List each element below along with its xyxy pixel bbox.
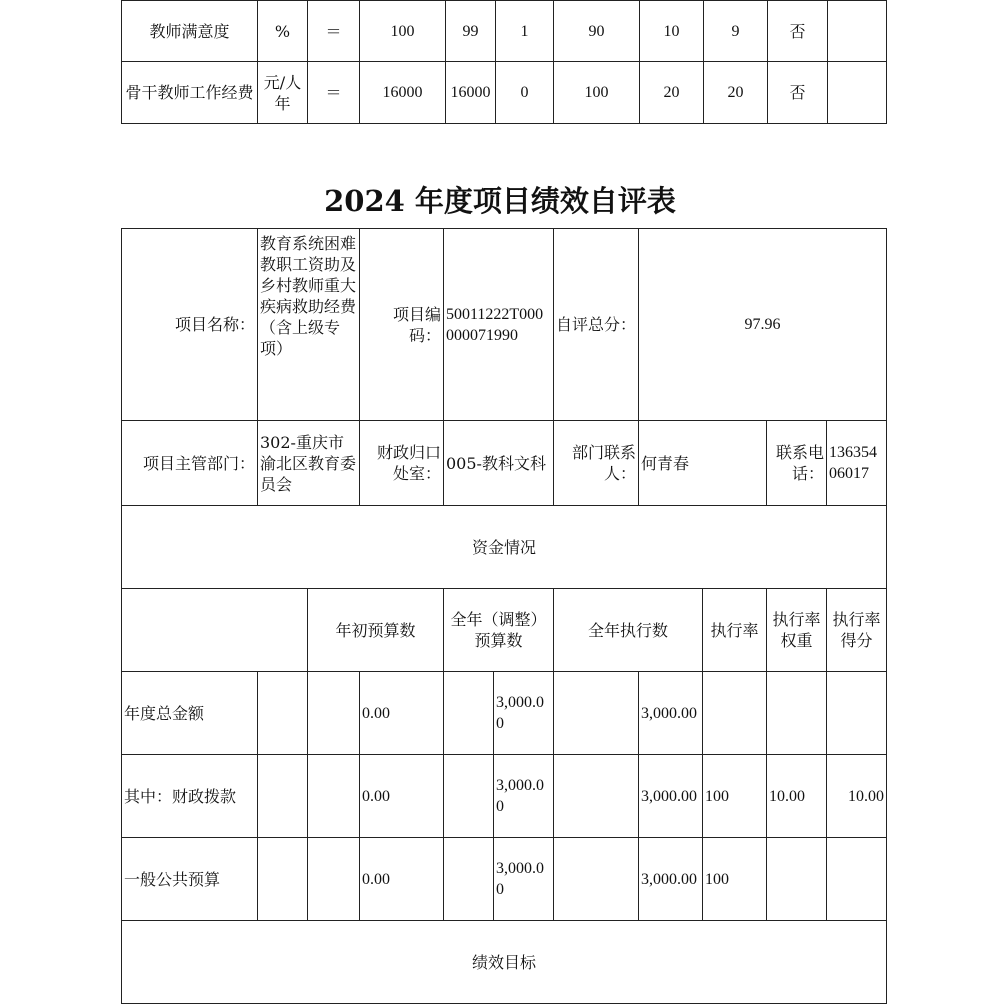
blank-cell: [444, 755, 494, 838]
indicator-rate: 100: [554, 62, 640, 124]
blank-cell: [258, 755, 308, 838]
indicator-name: 骨干教师工作经费: [122, 62, 258, 124]
rate-score: [827, 838, 887, 921]
rate-weight: [767, 672, 827, 755]
exec-rate: [703, 672, 767, 755]
indicator-weight: 20: [640, 62, 704, 124]
evaluation-table: [121, 228, 887, 1004]
exec-rate: 100: [703, 838, 767, 921]
contact-label: 部门联系人：: [554, 421, 639, 506]
project-code: 50011222T000000071990: [444, 229, 554, 421]
page-title: 2024 年度项目绩效自评表: [324, 184, 676, 218]
table-row: [122, 229, 887, 421]
finance-office: 005-教科文科: [444, 421, 554, 506]
indicator-core: 否: [768, 62, 828, 124]
indicator-core: 否: [768, 1, 828, 62]
indicator-deviation: 0: [496, 62, 554, 124]
funds-row-label: 一般公共预算: [122, 838, 258, 921]
funds-header-blank: [122, 589, 308, 672]
rate-weight: 10.00: [767, 755, 827, 838]
blank-cell: [258, 672, 308, 755]
indicator-rate: 90: [554, 1, 640, 62]
blank-cell: [554, 838, 639, 921]
indicator-note: [828, 1, 887, 62]
indicator-note: [828, 62, 887, 124]
score-label: 自评总分：: [554, 229, 639, 421]
indicator-name: 教师满意度: [122, 1, 258, 62]
funds-row-label: 其中：财政拨款: [122, 755, 258, 838]
blank-cell: [554, 755, 639, 838]
indicator-operator: ＝: [308, 1, 360, 62]
table-row: [122, 506, 887, 589]
adjusted-budget: 3,000.00: [494, 755, 554, 838]
indicator-unit: 元/人年: [258, 62, 308, 124]
exec-rate: 100: [703, 755, 767, 838]
total-score: 97.96: [639, 229, 887, 421]
initial-budget: 0.00: [360, 755, 444, 838]
project-name: 教育系统困难教职工资助及乡村教师重大疾病救助经费（含上级专项）: [258, 229, 360, 421]
rate-score: [827, 672, 887, 755]
table-row: [122, 755, 887, 838]
executed-amount: 3,000.00: [639, 755, 703, 838]
rate-score: 10.00: [827, 755, 887, 838]
blank-cell: [444, 672, 494, 755]
table-row: [122, 589, 887, 672]
finance-label: 财政归口处室：: [360, 421, 444, 506]
blank-cell: [258, 838, 308, 921]
indicator-weight: 10: [640, 1, 704, 62]
header-exec-rate: 执行率: [703, 589, 767, 672]
table-row: [122, 62, 887, 124]
header-initial-budget: 年初预算数: [308, 589, 444, 672]
indicator-target: 100: [360, 1, 446, 62]
table-row: [122, 921, 887, 1004]
initial-budget: 0.00: [360, 672, 444, 755]
indicator-table: [121, 0, 887, 124]
table-row: [122, 838, 887, 921]
contact-phone: 13635406017: [827, 421, 887, 506]
table-row: [122, 1, 887, 62]
indicator-unit: %: [258, 1, 308, 62]
initial-budget: 0.00: [360, 838, 444, 921]
blank-cell: [308, 838, 360, 921]
blank-cell: [308, 755, 360, 838]
indicator-actual: 16000: [446, 62, 496, 124]
dept-label: 项目主管部门：: [122, 421, 258, 506]
header-adjusted-budget: 全年（调整）预算数: [444, 589, 554, 672]
indicator-score: 9: [704, 1, 768, 62]
table-row: [122, 421, 887, 506]
indicator-operator: ＝: [308, 62, 360, 124]
blank-cell: [308, 672, 360, 755]
project-name-label: 项目名称：: [122, 229, 258, 421]
project-code-label: 项目编码：: [360, 229, 444, 421]
blank-cell: [554, 672, 639, 755]
table-row: [122, 672, 887, 755]
indicator-score: 20: [704, 62, 768, 124]
executed-amount: 3,000.00: [639, 838, 703, 921]
funds-row-label: 年度总金额: [122, 672, 258, 755]
phone-label: 联系电话：: [767, 421, 827, 506]
executed-amount: 3,000.00: [639, 672, 703, 755]
goals-section-title: 绩效目标: [122, 921, 887, 1004]
header-rate-score: 执行率得分: [827, 589, 887, 672]
indicator-target: 16000: [360, 62, 446, 124]
indicator-deviation: 1: [496, 1, 554, 62]
dept-name: 302-重庆市渝北区教育委员会: [258, 421, 360, 506]
header-executed: 全年执行数: [554, 589, 703, 672]
funds-section-title: 资金情况: [122, 506, 887, 589]
header-rate-weight: 执行率权重: [767, 589, 827, 672]
adjusted-budget: 3,000.00: [494, 838, 554, 921]
blank-cell: [444, 838, 494, 921]
adjusted-budget: 3,000.00: [494, 672, 554, 755]
rate-weight: [767, 838, 827, 921]
contact-person: 何青春: [639, 421, 767, 506]
indicator-actual: 99: [446, 1, 496, 62]
